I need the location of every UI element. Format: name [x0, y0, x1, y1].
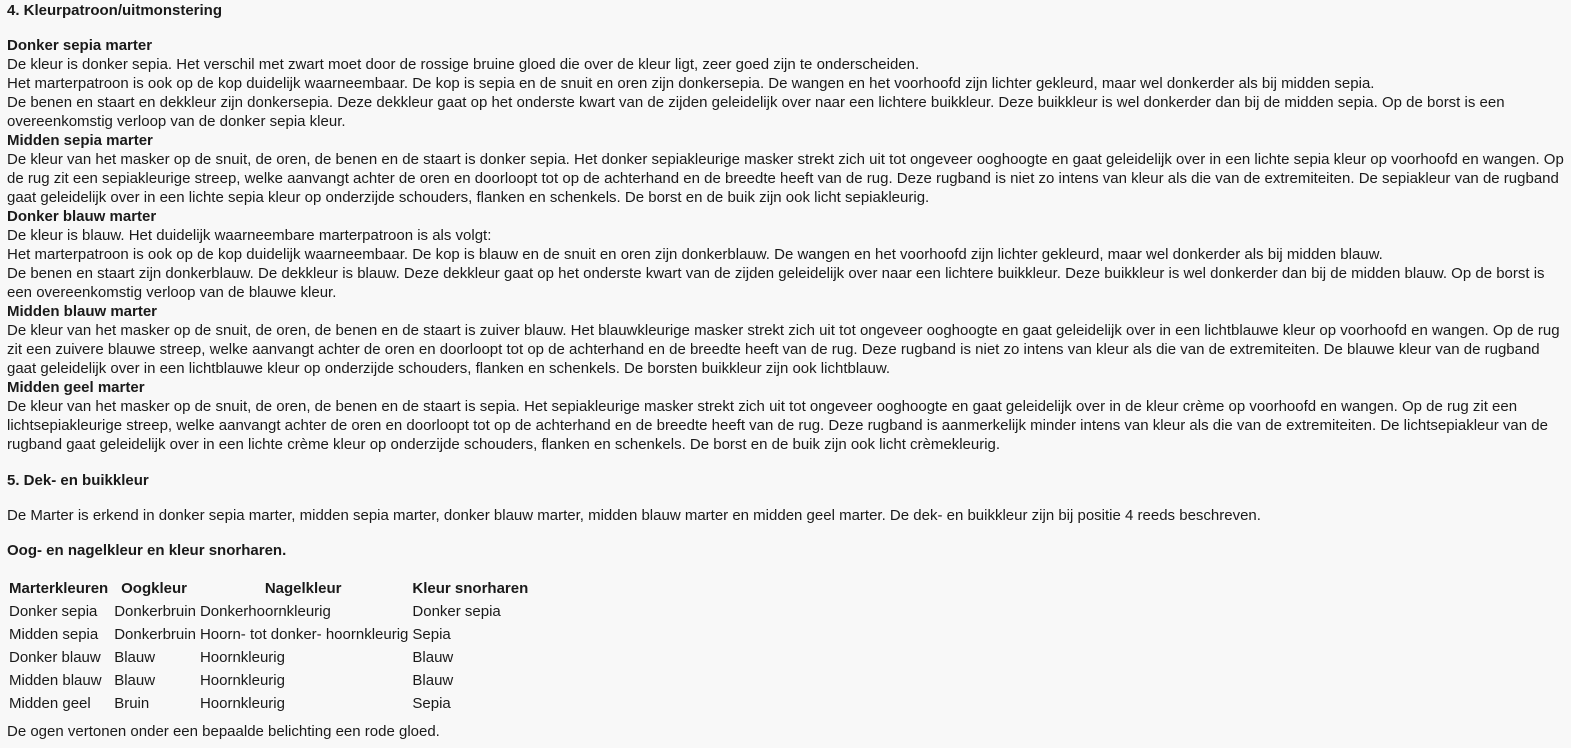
paragraph: Het marterpatroon is ook op de kop duidelijk waarneembaar. De kop is blauw en de snuit en oren zijn donkerblauw. De wangen en het voorhoofd zijn lichter gekleurd, maar wel donkerder als bij midden blauw. — [7, 246, 1383, 263]
color-block-donker-blauw — [7, 207, 1565, 302]
table-row — [7, 600, 532, 623]
spacer — [7, 20, 1565, 36]
color-heading: Midden sepia marter — [7, 132, 153, 149]
table-cell: Hoorn- tot donker- hoornkleurig — [199, 626, 409, 643]
table-cell: Donkerhoornkleurig — [199, 603, 331, 620]
table-cell: Donker blauw — [9, 649, 101, 666]
paragraph: De kleur van het masker op de snuit, de oren, de benen en de staart is donker sepia. Het donker sepiakleurige masker strekt zich uit tot ongeveer ooghoogte en gaat geleidelijk over in een lichte sepia kleur op voorhoofd en wangen. Op de rug zit een sepiakleurige streep, welke aanvangt achter de oren en doorloopt tot op de achterhand en de breedte heeft van de rug. Deze rugband is niet zo intens van kleur als die van de extremiteiten. De sepiakleur van de rugband gaat geleidelijk over in een lichte sepia kleur op onderzijde schouders, flanken en schenkels. De borst en de buik zijn ook licht sepiakleurig. — [7, 151, 1564, 206]
table-cell: Donkerbruin — [114, 626, 196, 643]
column-header: Nagelkleur — [264, 580, 342, 597]
color-heading: Midden blauw marter — [7, 303, 158, 320]
paragraph: De kleur van het masker op de snuit, de oren, de benen en de staart is zuiver blauw. Het blauwkleurige masker strekt zich uit tot ongeveer ooghoogte en gaat geleidelijk over in een lichtblauwe kleur op voorhoofd en wangen. Op de rug zit een zuivere blauwe streep, welke aanvangt achter de oren en doorloopt tot op de achterhand en de breedte heeft van de rug. Deze rugband is niet zo intens van kleur als die van de extremiteiten. De blauwe kleur van de rugband gaat geleidelijk over in een lichtblauwe kleur op onderzijde schouders, flanken en schenkels. De borsten buikkleur zijn ook lichtblauw. — [7, 322, 1560, 377]
table-row — [7, 669, 532, 692]
eye-nail-whisker-title: Oog- en nagelkleur en kleur snorharen. — [7, 542, 287, 559]
table-cell: Bruin — [114, 695, 150, 712]
color-block-midden-blauw — [7, 302, 1565, 378]
table-cell: Donker sepia — [9, 603, 98, 620]
paragraph: De kleur is blauw. Het duidelijk waarneembare marterpatroon is als volgt: — [7, 227, 492, 244]
table-cell: Blauw — [412, 672, 454, 689]
table-row — [7, 692, 532, 715]
table-cell: Blauw — [114, 672, 156, 689]
color-block-midden-geel — [7, 378, 1565, 454]
table-header-row — [7, 577, 532, 600]
paragraph: Het marterpatroon is ook op de kop duidelijk waarneembaar. De kop is sepia en de snuit en oren zijn donkersepia. De wangen en het voorhoofd zijn lichter gekleurd, maar wel donkerder als bij midden sepia. — [7, 75, 1375, 92]
table-cell: Blauw — [114, 649, 156, 666]
eye-note: De ogen vertonen onder een bepaalde belichting een rode gloed. — [7, 723, 440, 740]
section-5-text: De Marter is erkend in donker sepia marter, midden sepia marter, donker blauw marter, midden blauw marter en midden geel marter. De dek- en buikkleur zijn bij positie 4 reeds beschreven. — [7, 507, 1261, 524]
document — [0, 1, 1571, 741]
paragraph: De benen en staart en dekkleur zijn donkersepia. Deze dekkleur gaat op het onderste kwart van de zijden geleidelijk over naar een lichtere buikkleur. Deze buikkleur is wel donkerder dan bij de midden sepia. Op de borst is een overeenkomstig verloop van de donker sepia kleur. — [7, 94, 1505, 130]
paragraph: De kleur is donker sepia. Het verschil met zwart moet door de rossige bruine gloed die over de kleur ligt, zeer goed zijn te onderscheiden. — [7, 56, 920, 73]
color-heading: Donker sepia marter — [7, 37, 153, 54]
table-cell: Sepia — [412, 626, 451, 643]
color-block-donker-sepia — [7, 36, 1565, 131]
table-cell: Midden sepia — [9, 626, 99, 643]
table-cell: Donkerbruin — [114, 603, 196, 620]
column-header: Oogkleur — [121, 580, 187, 597]
section-4-title: 4. Kleurpatroon/uitmonstering — [7, 2, 223, 19]
table-cell: Midden blauw — [9, 672, 102, 689]
table-row — [7, 623, 532, 646]
table-cell: Hoornkleurig — [199, 672, 285, 689]
color-heading: Midden geel marter — [7, 379, 145, 396]
table-cell: Hoornkleurig — [199, 649, 285, 666]
color-table — [7, 577, 532, 715]
table-cell: Hoornkleurig — [199, 695, 285, 712]
column-header: Kleur snorharen — [412, 580, 529, 597]
color-block-midden-sepia — [7, 131, 1565, 207]
table-row — [7, 646, 532, 669]
table-cell: Donker sepia — [412, 603, 501, 620]
column-header: Marterkleuren — [9, 580, 109, 597]
color-heading: Donker blauw marter — [7, 208, 157, 225]
table-cell: Blauw — [412, 649, 454, 666]
paragraph: De kleur van het masker op de snuit, de oren, de benen en de staart is sepia. Het sepiakleurige masker strekt zich uit tot ongeveer ooghoogte en gaat geleidelijk over in de kleur crème op voorhoofd en wangen. Op de rug zit een lichtsepiakleurige streep, welke aanvangt achter de oren en doorloopt tot op de achterhand en de breedte heeft van de rug. Deze rugband is aanmerkelijk minder intens van kleur als die van de extremiteiten. De lichtsepiakleur van de rugband gaat geleidelijk over in een lichte crème kleur op onderzijde schouders, flanken en schenkels. De borst en de buik zijn ook licht crèmekleurig. — [7, 398, 1548, 453]
table-cell: Sepia — [412, 695, 451, 712]
paragraph: De benen en staart zijn donkerblauw. De dekkleur is blauw. Deze dekkleur gaat op het onderste kwart van de zijden geleidelijk over naar een lichtere buikkleur. Deze buikkleur is wel donkerder dan bij de midden blauw. Op de borst is een overeenkomstig verloop van de blauwe kleur. — [7, 265, 1545, 301]
section-5-title: 5. Dek- en buikkleur — [7, 472, 149, 489]
table-cell: Midden geel — [9, 695, 91, 712]
